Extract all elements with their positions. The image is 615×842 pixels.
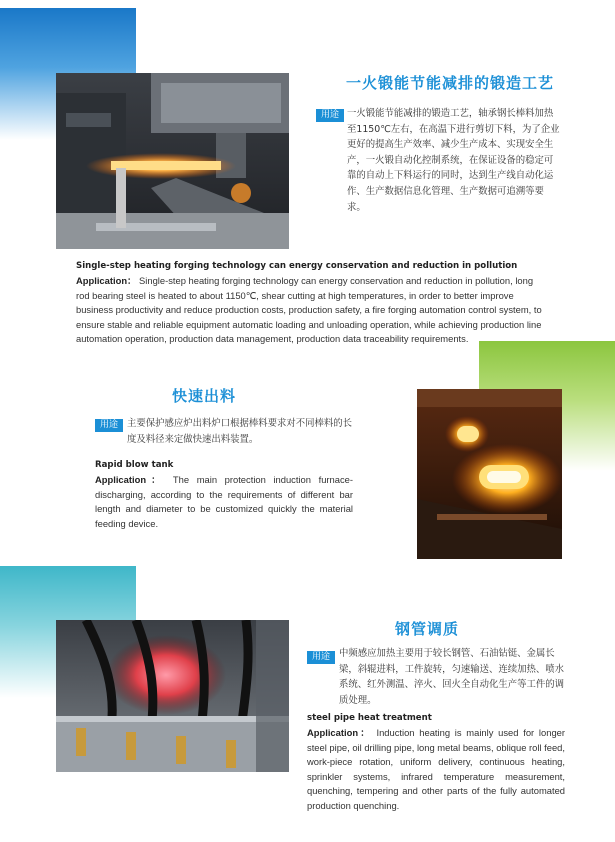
section2-usage-tag: 用途	[95, 419, 123, 432]
section1-app-text: Single-step heating forging technology can energy conservation and reduction in pollution, long rod bearing steel is heated to about 1150℃, shear cutting at high temperatures, in order to better improve business productivity and reduce production costs, production safety, a fire forging automation control system, to ensure stable and reliable equipment automatic loading and unloading operation, while achieving production line automation operation, production data management, production data traceability requirements.	[76, 275, 542, 345]
induction-coil-photo	[56, 620, 289, 772]
section1-title-cn: 一火锻能节能减排的锻造工艺	[346, 74, 555, 92]
section3-app-label: Application：	[307, 727, 372, 738]
section2-text-en	[95, 473, 353, 531]
section1-usage-tag: 用途	[316, 109, 344, 122]
section3-text-cn: 中频感应加热主要用于较长钢管、石油钻铤、金属长梁，斜辊进料，工件旋转，匀速输送、连续加热、喷水系统、红外测温、淬火、回火全自动化生产等工件的调质处理。	[339, 648, 565, 706]
section3-text-en	[307, 726, 565, 814]
hot-bar-discharge-photo	[417, 389, 562, 559]
section1-app-label: Application：	[76, 275, 137, 286]
section1-text-cn: 一火锻能节能减排的锻造工艺，轴承钢长棒料加热至1150℃左右，在高温下进行剪切下料，为了企业更好的提高生产效率、减少生产成本、实现安全生产，一火锻自动化控制系统，在保证设备的稳定可靠的自动上下料运行的同时，达到生产线自动化运作、生产数据信息化管理、生产数据可追溯等要求。	[347, 108, 560, 213]
section2-title-en: Rapid blow tank	[95, 460, 174, 470]
section1-text-en	[76, 274, 542, 347]
forging-line-photo	[56, 73, 289, 249]
section3-title-cn: 钢管调质	[395, 620, 460, 638]
section2-text-cn: 主要保护感应炉出料炉口根据棒料要求对不同棒料的长度及料径来定做快速出料装置。	[127, 418, 353, 445]
section3-app-text: Induction heating is mainly used for longer steel pipe, oil drilling pipe, long metal beams, oblique roll feed, work-piece rotation, uniform delivery, continuous heating, sprinkler systems, infrared temperature measurement, quenching, tempering and other parts of the fully automated production quenching.	[307, 727, 565, 811]
section3-title-en: steel pipe heat treatment	[307, 713, 432, 723]
section3-usage-tag: 用途	[307, 651, 335, 664]
section1-title-en: Single-step heating forging technology can energy conservation and reduction in pollution	[76, 261, 518, 271]
section2-app-text: The main protection induction furnace-discharging, according to the requirements of different bar length and diameter to be customized quickly the material feeding device.	[95, 474, 353, 529]
section2-title-cn: 快速出料	[172, 387, 237, 405]
section2-app-label: Application：	[95, 474, 166, 485]
